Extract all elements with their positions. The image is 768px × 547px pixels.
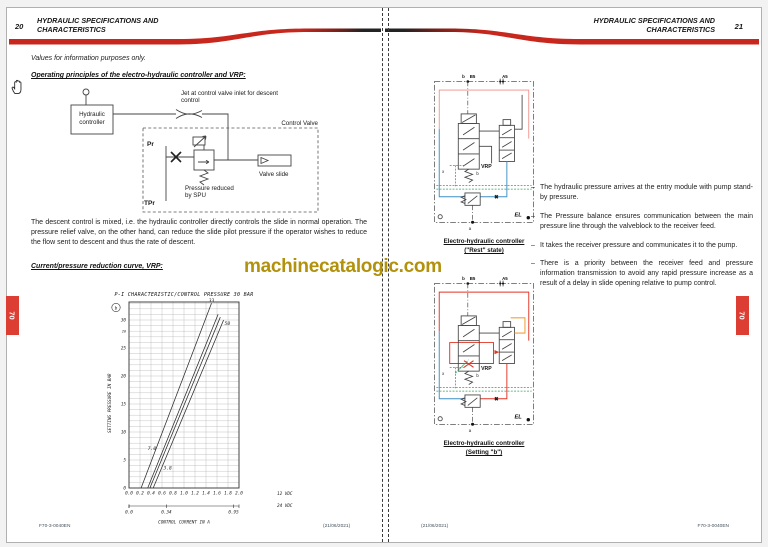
header-title-line2: CHARACTERISTICS [37,25,106,35]
label-b5: B5 [469,74,476,80]
list-item: – The hydraulic pressure arrives at the entry module with pump stand-by pressure. [531,183,753,203]
page-number: 20 [15,22,24,31]
chart-xlabel: CONTROL CURRENT IN A [158,520,210,526]
control-valve-boundary [143,128,318,212]
svg-text:0.6: 0.6 [158,491,166,497]
bullet-dash: – [531,241,535,249]
controller-label: Hydraulic [79,111,105,118]
svg-text:0.8: 0.8 [169,491,177,497]
svg-text:25: 25 [120,346,126,352]
chart-grid [129,302,239,488]
chart-tick-labels [120,318,243,516]
pressure-notes-list [531,183,753,298]
chart-ylabel: SETTING PRESSURE IN BAR [108,373,113,433]
watermark: machinecatalogic.com [244,256,442,277]
label-b5: B5 [469,276,476,282]
pressure-reduced-label2: by SPU [185,192,206,199]
svg-text:0.95: 0.95 [228,510,239,516]
secondary-scale-bracket [129,505,239,509]
figure-setting-b [409,274,559,458]
svg-text:15: 15 [120,402,126,408]
chart-title: P-I CHARACTERISTIC/CONTROL PRESSURE 30 BAR [114,292,254,298]
list-item: – It takes the receiver pressure and communicates it to the pump. [531,241,753,251]
label-b: b [462,74,465,80]
circuit-diagram-setting-b [426,274,542,434]
svg-text:20: 20 [120,374,126,380]
bullet-dash: – [531,260,535,268]
chapter-tab-label: 70 [738,311,747,320]
label-el: EL [514,414,522,421]
info-note: Values for information purposes only. [31,55,146,62]
label-a5: A5 [502,276,508,282]
chapter-tab-label: 70 [8,311,17,320]
svg-text:33: 33 [208,299,215,305]
label-a: a [468,428,472,434]
bullet-dash: – [531,212,535,220]
label-x: x [442,168,445,174]
svg-text:1.8: 1.8 [224,491,232,497]
page-number: 21 [734,22,743,31]
list-item: – The Pressure balance ensures communication between the main pressure line through the valveblock to the receiver feed. [531,212,753,232]
label-a5: A5 [502,74,508,80]
header-title-line1: HYDRAULIC SPECIFICATIONS AND [593,16,715,25]
svg-text:30: 30 [120,318,126,324]
chart-annotations [148,298,231,472]
heading-operating-principles: Operating principles of the electro-hydraulic controller and VRP: [31,72,246,79]
svg-text:0.0: 0.0 [125,491,133,497]
descent-control-paragraph: The descent control is mixed, i.e. the hydraulic controller directly controls the slide in normal operation. The pressure relief valve, on the other hand, can reduce the slide pilot pressure if the operator wishes to reduce the flow sent to descent and thus the rate of descent. [31,219,367,247]
footer-date: (21/06/2021) [323,524,351,529]
hand-cursor-icon [10,78,25,95]
chapter-tab [6,296,19,335]
svg-text:0: 0 [123,486,126,492]
svg-text:5: 5 [123,458,126,464]
svg-text:3.8: 3.8 [163,466,172,472]
jet-label: Jet at control valve inlet for descent [181,90,278,97]
chapter-tab [736,296,749,335]
list-item: – There is a priority between the receiver feed and pressure information transmission to avoid any rapid pressure increase as a result of a delay in slide opening relative to pump control. [531,259,753,289]
svg-text:0.4: 0.4 [147,491,155,497]
svg-text:50: 50 [224,321,231,327]
svg-text:1.6: 1.6 [213,491,221,497]
pressure-reduced-label: Pressure reduced [185,185,234,192]
circuit-diagram-rest [426,72,542,232]
svg-text:0.34: 0.34 [161,510,172,516]
svg-text:1.2: 1.2 [191,491,199,497]
svg-text:0.0: 0.0 [125,510,133,516]
svg-text:7.0: 7.0 [147,446,157,452]
label-el: EL [514,212,522,219]
bullet-dash: – [531,184,535,191]
label-a: a [468,226,472,232]
page-header-title [37,16,158,35]
label-vrp: VRP [481,164,492,171]
svg-text:1.0: 1.0 [180,491,188,497]
valve-slide-label: Valve slide [259,171,289,178]
heading-reduction-curve: Current/pressure reduction curve, VRP: [31,263,163,270]
diagram-lines [71,89,291,201]
jet-label2: control [181,97,200,104]
controller-label2: controller [79,119,105,126]
label-x: x [442,370,445,376]
label-b-small: b [476,372,479,378]
pi-characteristic-chart [107,288,337,528]
primary-scale-label: 12 VDC [277,492,293,497]
port-pr-label: Pr [147,141,154,148]
hydraulic-controller-diagram [35,86,370,216]
chart-series-lines [141,303,224,488]
corner-marker: b [114,306,118,312]
svg-text:10: 10 [120,430,126,436]
footer-document-code: F70-3-0040EN [39,524,71,529]
secondary-scale-label: 24 VDC [277,504,293,509]
figure-caption: Electro-hydraulic controller (Setting "b") [443,440,525,457]
svg-text:1.4: 1.4 [202,491,210,497]
header-title-line1: HYDRAULIC SPECIFICATIONS AND [37,16,159,25]
footer-document-code: F70-3-0040EN [697,524,729,529]
port-tpr-label: TPr [144,200,155,207]
document-spread [6,7,762,543]
extra-y-label: 28 [121,329,126,334]
label-b: b [462,276,465,282]
svg-text:2.0: 2.0 [235,491,243,497]
svg-text:0.2: 0.2 [136,491,144,497]
page-header-title [594,16,715,35]
header-title-line2: CHARACTERISTICS [646,25,715,35]
footer-date: (21/06/2021) [421,524,449,529]
control-valve-label: Control Valve [281,120,318,127]
figure-caption: Electro-hydraulic controller ("Rest" state) [443,238,525,255]
label-vrp: VRP [481,366,492,373]
label-b-small: b [476,170,479,176]
